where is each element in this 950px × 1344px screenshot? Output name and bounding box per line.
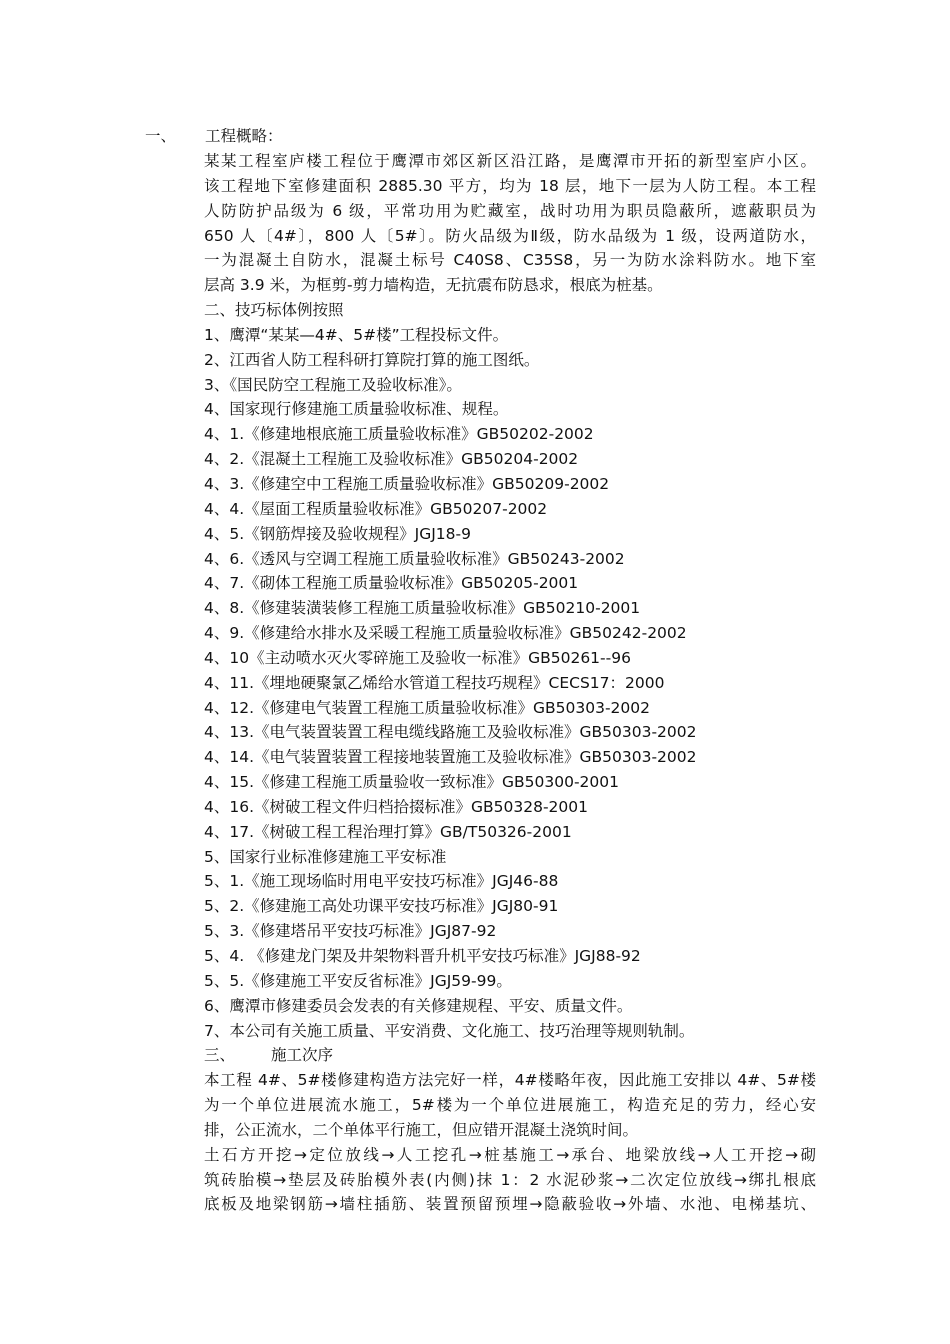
section-3-heading [204,1043,816,1068]
list-item: 1、鹰潭“某某—4#、5#楼”工程投标文件。 [204,325,509,344]
section-1-paragraph [204,149,816,298]
list-item: 4、8.《修建装潢装修工程施工质量验收标准》GB50210-2001 [204,599,641,618]
list-item: 4、4.《屋面工程质量验收标准》GB50207-2002 [204,499,548,518]
list-item: 5、5.《修建施工平安反省标准》JGJ59-99。 [204,971,512,990]
list-item: 4、国家现行修建施工质量验收标准、规程。 [204,400,509,419]
list-item: 4、10《主动喷水灭火零碎施工及验收一标准》GB50261--96 [204,648,631,667]
paragraph-line: 土石方开挖→定位放线→人工挖孔→桩基施工→承台、地梁放线→人工开挖→砌 [204,1145,816,1164]
section-3-paragraph-1 [204,1068,816,1143]
section-3-number: 三、 [204,1046,236,1065]
section-2-heading: 二、技巧标体例按照 [204,301,344,320]
list-item: 5、1.《施工现场临时用电平安技巧标准》JGJ46-88 [204,872,559,891]
list-item: 5、2.《修建施工高处功课平安技巧标准》JGJ80-91 [204,897,559,916]
list-item: 4、3.《修建空中工程施工质量验收标准》GB50209-2002 [204,474,610,493]
paragraph-line: 本工程 4#、5#楼修建构造方法完好一样，4#楼略年夜，因此施工安排以 4#、5#楼 [204,1071,816,1090]
section-2-list [204,323,816,1043]
paragraph-line: 为一个单位进展流水施工，5#楼为一个单位进展施工，构造充足的劳力，经心安 [204,1096,816,1115]
list-item: 4、13.《电气装置装置工程电缆线路施工及验收标准》GB50303-2002 [204,723,697,742]
paragraph-line: 650 人〔4#〕，800 人〔5#〕。防火品级为Ⅱ级，防水品级为 1 级，设两道防水， [204,226,816,245]
list-item: 4、1.《修建地根底施工质量验收标准》GB50202-2002 [204,425,594,444]
section-1-title: 工程概略： [205,127,283,145]
section-3-paragraph-2 [204,1143,816,1218]
paragraph-line: 某某工程室庐楼工程位于鹰潭市郊区新区沿江路，是鹰潭市开拓的新型室庐小区。 [204,152,816,170]
list-item: 4、5.《钢筋焊接及验收规程》JGJ18-9 [204,524,471,543]
list-item: 3、《国民防空工程施工及验收标准》。 [204,375,462,394]
list-item: 4、9.《修建给水排水及采暖工程施工质量验收标准》GB50242-2002 [204,624,687,643]
paragraph-line: 人防防护品级为 6 级，平常功用为贮藏室，战时功用为职员隐蔽所，遮蔽职员为 [204,201,816,220]
list-item: 4、2.《混凝土工程施工及验收标准》GB50204-2002 [204,450,579,469]
list-item: 4、15.《修建工程施工质量验收一致标准》GB50300-2001 [204,773,620,792]
section-3-title: 施工次序 [271,1046,334,1065]
list-item: 4、6.《透风与空调工程施工质量验收标准》GB50243-2002 [204,549,625,568]
list-item: 5、国家行业标准修建施工平安标准 [204,847,447,866]
list-item: 4、14.《电气装置装置工程接地装置施工及验收标准》GB50303-2002 [204,748,697,767]
list-item: 4、11.《埋地硬聚氯乙烯给水管道工程技巧规程》CECS17：2000 [204,673,665,692]
paragraph-line: 该工程地下室修建面积 2885.30 平方，均为 18 层，地下一层为人防工程。本工程 [204,176,816,195]
paragraph-line: 一为混凝土自防水，混凝土标号 C40S8、C35S8，另一为防水涂料防水。地下室 [204,251,816,270]
list-item: 6、鹰潭市修建委员会发表的有关修建规程、平安、质量文件。 [204,996,633,1015]
paragraph-line: 底板及地梁钢筋→墙柱插筋、装置预留预埋→隐蔽验收→外墙、水池、电梯基坑、 [204,1195,816,1214]
paragraph-line: 层高 3.9 米，为框剪-剪力墙构造，无抗震布防恳求，根底为桩基。 [204,276,663,295]
paragraph-line: 排，公正流水，二个单体平行施工，但应错开混凝土浇筑时间。 [204,1120,639,1139]
list-item: 4、16.《树破工程文件归档拾掇标准》GB50328-2001 [204,797,589,816]
list-item: 5、4. 《修建龙门架及井架物料晋升机平安技巧标准》JGJ88-92 [204,947,641,965]
list-item: 4、7.《砌体工程施工质量验收标准》GB50205-2001 [204,574,579,593]
list-item: 4、12.《修建电气装置工程施工质量验收标准》GB50303-2002 [204,698,651,717]
list-item: 2、江西省人防工程科研打算院打算的施工图纸。 [204,350,540,369]
document-body [204,149,816,1217]
section-1-heading [145,124,283,149]
list-item: 5、3.《修建塔吊平安技巧标准》JGJ87-92 [204,922,497,941]
paragraph-line: 筑砖胎模→垫层及砖胎模外表(内侧)抹 1：2 水泥砂浆→二次定位放线→绑扎根底 [204,1170,816,1189]
section-1-number: 一、 [145,127,177,145]
list-item: 7、本公司有关施工质量、平安消费、文化施工、技巧治理等规则轨制。 [204,1021,695,1040]
list-item: 4、17.《树破工程工程治理打算》GB/T50326-2001 [204,822,572,841]
